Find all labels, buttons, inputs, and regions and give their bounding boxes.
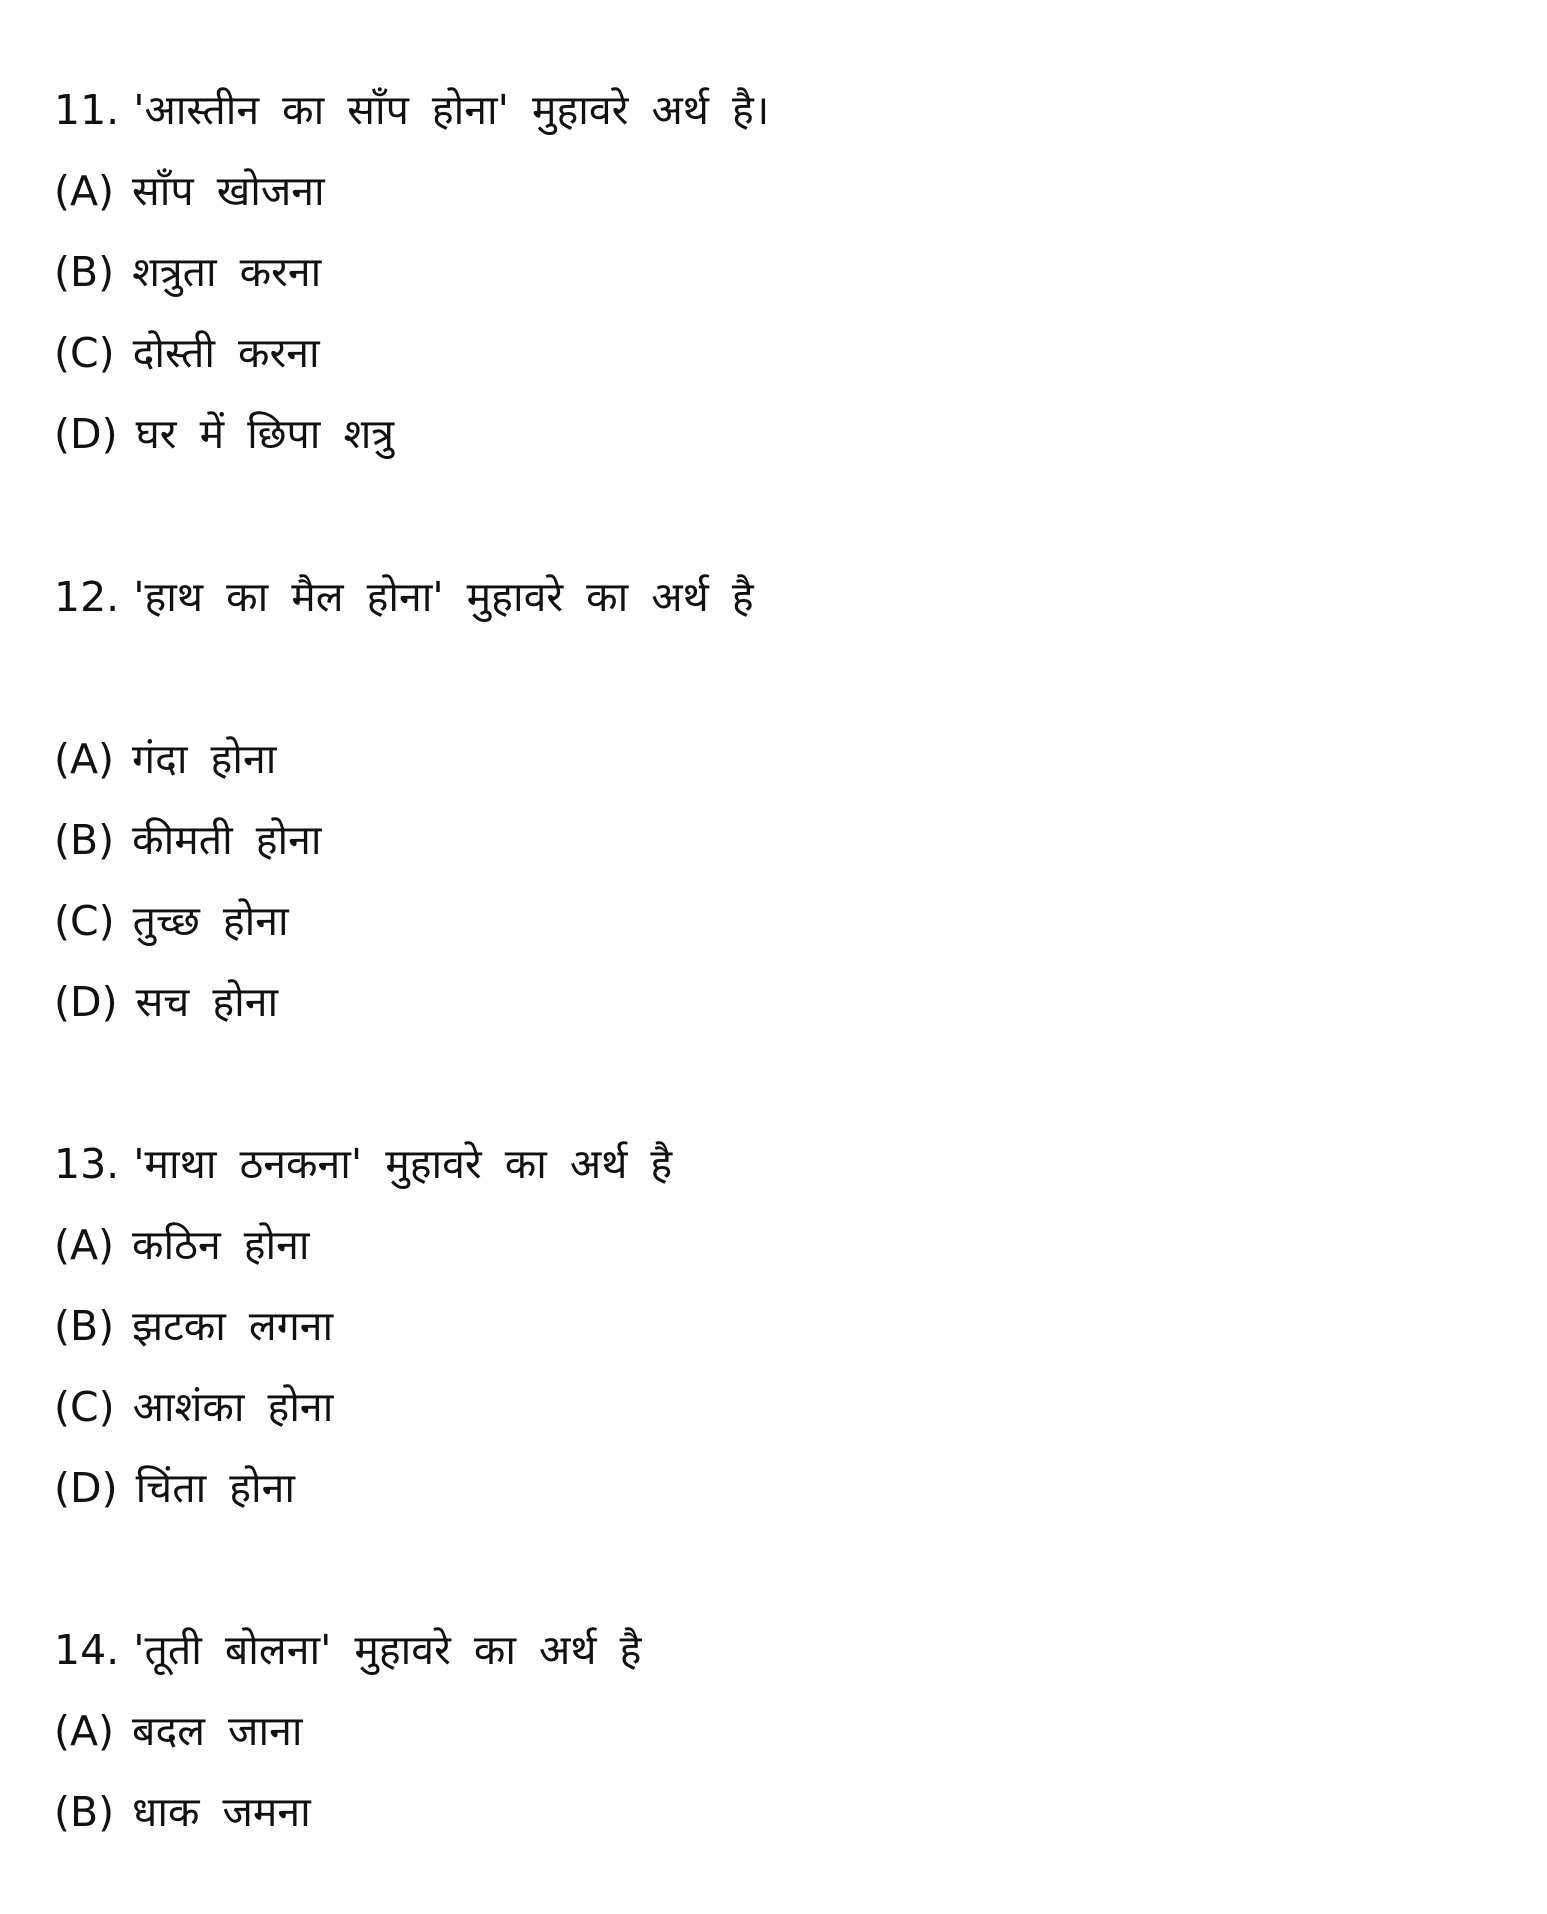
option-13-d[interactable]: [54, 1460, 295, 1516]
question-number: 14.: [54, 1626, 120, 1674]
option-13-b[interactable]: [54, 1298, 333, 1354]
option-text: घर में छिपा शत्रु: [135, 410, 394, 458]
option-11-b[interactable]: [54, 244, 321, 300]
question-14: [54, 1622, 641, 1678]
option-label: (B): [54, 1788, 115, 1836]
option-text: धाक जमना: [132, 1788, 311, 1836]
option-text: आशंका होना: [132, 1383, 334, 1431]
option-14-a[interactable]: [54, 1703, 302, 1759]
option-label: (D): [54, 978, 118, 1026]
question-11: [54, 82, 769, 138]
option-text: साँप खोजना: [132, 167, 325, 215]
option-label: (C): [54, 897, 115, 945]
question-number: 13.: [54, 1140, 120, 1188]
option-label: (A): [54, 167, 115, 215]
option-12-d[interactable]: [54, 974, 278, 1030]
question-text: 'माथा ठनकना' मुहावरे का अर्थ है: [133, 1140, 673, 1188]
option-label: (D): [54, 410, 118, 458]
option-text: बदल जाना: [132, 1707, 303, 1755]
option-12-a[interactable]: [54, 731, 276, 787]
option-text: चिंता होना: [135, 1464, 296, 1512]
option-label: (A): [54, 735, 115, 783]
option-label: (C): [54, 329, 115, 377]
option-text: तुच्छ होना: [132, 897, 289, 945]
option-12-b[interactable]: [54, 812, 322, 868]
option-text: झटका लगना: [132, 1302, 334, 1350]
option-label: (C): [54, 1383, 115, 1431]
option-label: (B): [54, 1302, 115, 1350]
option-12-c[interactable]: [54, 893, 289, 949]
option-label: (A): [54, 1707, 115, 1755]
option-label: (D): [54, 1464, 118, 1512]
option-11-d[interactable]: [54, 406, 394, 462]
option-label: (A): [54, 1221, 115, 1269]
option-13-a[interactable]: [54, 1217, 310, 1273]
option-label: (B): [54, 816, 115, 864]
option-text: कीमती होना: [132, 816, 322, 864]
question-12: [54, 569, 754, 625]
question-number: 12.: [54, 573, 120, 621]
option-11-a[interactable]: [54, 163, 325, 219]
option-text: सच होना: [135, 978, 279, 1026]
question-text: 'हाथ का मैल होना' मुहावरे का अर्थ है: [133, 573, 754, 621]
option-text: दोस्ती करना: [132, 329, 320, 377]
option-text: कठिन होना: [132, 1221, 310, 1269]
option-14-b[interactable]: [54, 1784, 311, 1840]
question-number: 11.: [54, 86, 120, 134]
option-text: शत्रुता करना: [132, 248, 322, 296]
option-13-c[interactable]: [54, 1379, 333, 1435]
question-text: 'आस्तीन का साँप होना' मुहावरे अर्थ है।: [133, 86, 770, 134]
option-text: गंदा होना: [132, 735, 277, 783]
option-label: (B): [54, 248, 115, 296]
option-11-c[interactable]: [54, 325, 320, 381]
question-13: [54, 1136, 672, 1192]
question-text: 'तूती बोलना' मुहावरे का अर्थ है: [133, 1626, 642, 1674]
